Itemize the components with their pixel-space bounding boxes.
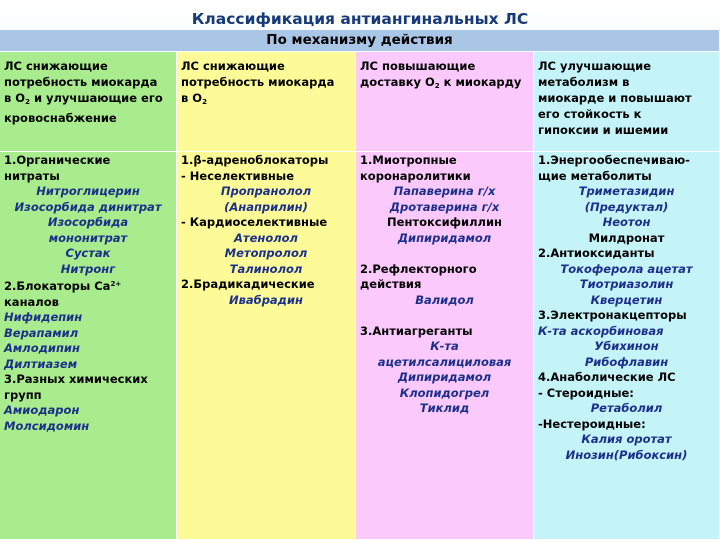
group-heading: щие метаболиты (538, 168, 652, 183)
group-heading: действия (360, 277, 422, 291)
drug-name: Талинолол (229, 261, 303, 276)
drug-name: Папаверина г/х (393, 184, 496, 198)
drug-name: Сустак (65, 246, 111, 260)
drug-name: К-та аскорбиновая (538, 323, 664, 338)
group-heading: 2.Брадикадические (181, 277, 315, 291)
drug-name: Дротаверина г/х (389, 199, 500, 214)
drug-name: ацетилсалициловая (377, 354, 512, 369)
column-body-2 (177, 152, 356, 540)
group-heading: 1.Энергообеспечиваю- (538, 153, 690, 167)
column-head-line: ЛС снижающие (4, 59, 108, 73)
spacer (360, 246, 529, 262)
column-head-line: потребность миокарда (4, 75, 158, 89)
column-head-line: в $О_2$ (181, 91, 207, 106)
drug-name: Милдронат (588, 230, 665, 245)
drug-name: Неотон (602, 215, 651, 229)
drug-name: Пропранолол (220, 184, 312, 198)
group-heading: 1.Органические (4, 153, 111, 167)
group-heading: каналов (4, 294, 59, 309)
group-heading: 1.Миотропные (360, 153, 457, 167)
group-heading: нитраты (4, 168, 60, 183)
group-heading: 4.Анаболические ЛС (538, 370, 676, 384)
drug-name: Тиклид (419, 401, 470, 415)
column-head-line: метаболизм в (538, 75, 630, 89)
column-head-line: миокарде и повышают (538, 91, 692, 105)
drug-name: Калия оротат (581, 432, 672, 446)
drug-name: Дипиридамол (397, 370, 492, 384)
column-body-4 (534, 152, 720, 540)
column-body-3 (356, 152, 534, 540)
drug-name: Клопидогрел (399, 385, 490, 400)
drug-name: (Анаприлин) (224, 199, 308, 214)
column-head-2 (177, 52, 356, 152)
group-heading: 3.Антиагреганты (360, 323, 473, 338)
drug-name: Дилтиазем (4, 356, 78, 371)
group-heading: - Неселективные (181, 168, 294, 183)
column-head-3 (356, 52, 534, 152)
drug-name: мононитрат (48, 230, 128, 245)
column-head-line: ЛС снижающие (181, 59, 285, 73)
group-heading: - Кардиоселективные (181, 215, 328, 229)
group-heading: коронаролитики (360, 168, 471, 183)
drug-name: Верапамил (4, 325, 79, 340)
drug-name: Тиотриазолин (579, 277, 674, 291)
column-head-line: в $О_2$ и улучшающие его (4, 91, 163, 106)
drug-name: Атенолол (234, 230, 298, 245)
column-head-line: ЛС улучшающие (538, 59, 652, 73)
drug-name: Рибофлавин (584, 354, 669, 369)
column-body-1 (0, 152, 177, 540)
drug-name: Нитроглицерин (36, 184, 140, 198)
drug-name: К-та (430, 339, 459, 353)
drug-name: Ретаболил (590, 401, 663, 415)
drug-name: Нифидепин (4, 310, 83, 324)
drug-name: Инозин(Рибоксин) (565, 447, 688, 462)
column-head-1 (0, 52, 177, 152)
drug-name: Амлодипин (4, 341, 80, 355)
column-head-line: потребность миокарда (181, 75, 335, 89)
group-heading: 2.Блокаторы $Са^{2+}$ (4, 279, 122, 293)
classification-table (0, 30, 720, 540)
drug-name: Изосорбида динитрат (14, 199, 162, 214)
drug-name: Метопролол (224, 246, 308, 260)
drug-name: Дипиридамол (397, 230, 492, 245)
column-head-4 (534, 52, 720, 152)
drug-name: Изосорбида (47, 215, 129, 229)
group-heading: -Нестероидные: (538, 416, 646, 431)
drug-name: (Предуктал) (584, 199, 669, 214)
drug-name: Кверцетин (590, 292, 663, 307)
drug-name: Пентоксифиллин (387, 215, 502, 229)
drug-name: Ивабрадин (229, 292, 303, 307)
column-head-line: кровоснабжение (4, 111, 117, 125)
column-head-line: ЛС повышающие (360, 59, 476, 73)
drug-name: Нитронг (60, 261, 116, 276)
table-header: По механизму действия (0, 30, 720, 52)
group-heading: 2.Рефлекторного (360, 261, 477, 276)
group-heading: 1.β-адреноблокаторы (181, 153, 329, 167)
column-head-line: гипоксии и ишемии (538, 123, 669, 137)
page-title: Классификация антиангинальных ЛС (191, 10, 529, 28)
column-head-line: его стойкость к (538, 107, 642, 121)
group-heading: - Стероидные: (538, 385, 634, 400)
drug-name: Валидол (415, 292, 474, 307)
spacer (360, 308, 529, 324)
drug-name: Молсидомин (4, 418, 90, 433)
column-head-line: доставку $О_2$ к миокарду (360, 75, 522, 90)
drug-name: Токоферола ацетат (560, 261, 693, 276)
drug-name: Амиодарон (4, 403, 80, 417)
drug-name: Убихинон (594, 339, 659, 353)
group-heading: 3.Электронакцепторы (538, 308, 687, 322)
group-heading: 3.Разных химических (4, 372, 148, 386)
drug-name: Триметазидин (578, 184, 675, 198)
group-heading: групп (4, 387, 42, 402)
group-heading: 2.Антиоксиданты (538, 246, 655, 260)
